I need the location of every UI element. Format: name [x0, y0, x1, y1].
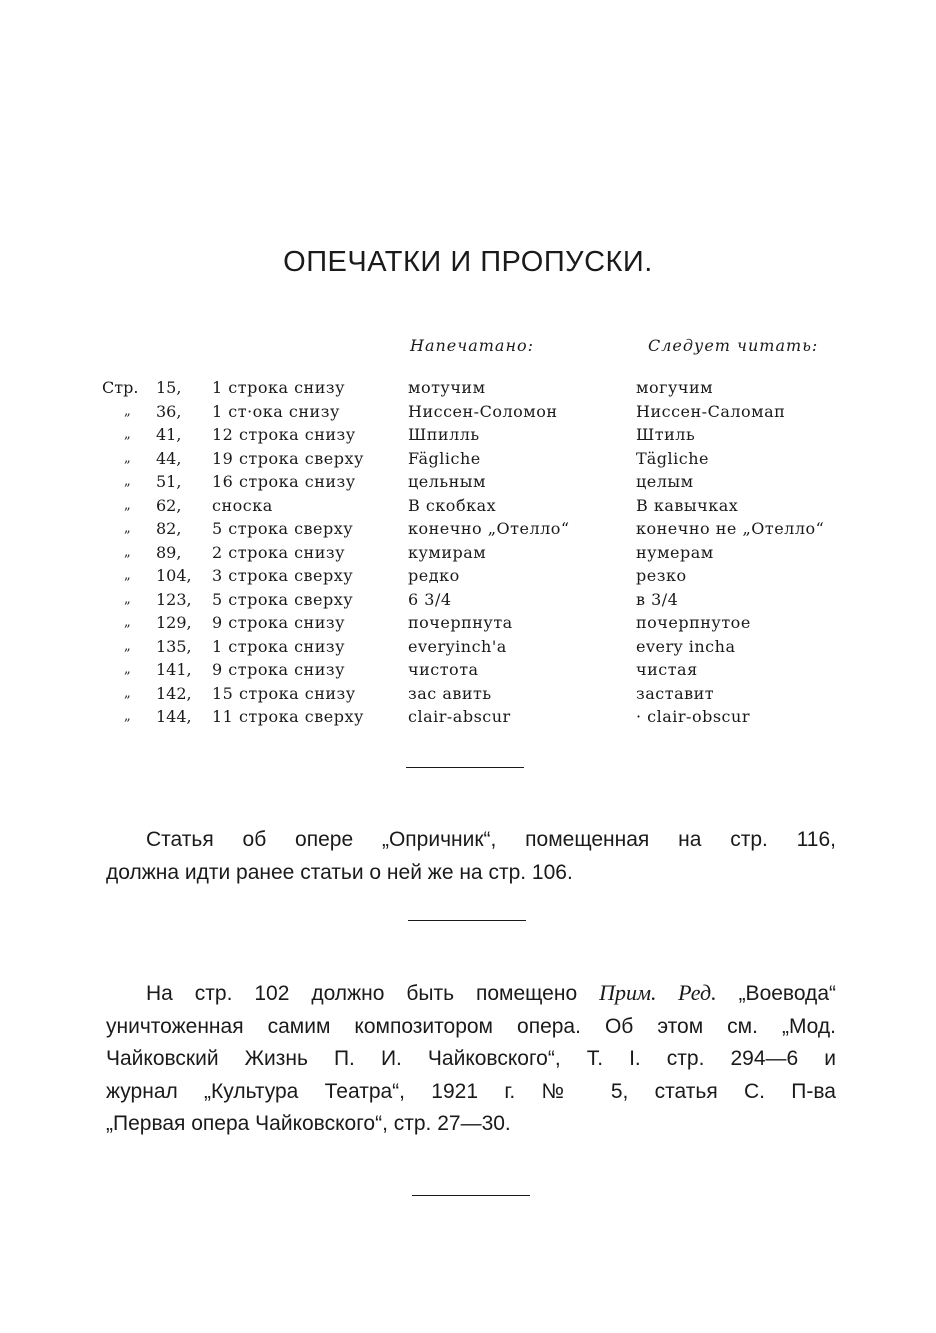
errata-row	[0, 658, 936, 682]
errata-row	[0, 564, 936, 588]
line-reference: 5 строка сверху	[212, 519, 354, 538]
note-voevoda	[106, 977, 836, 1141]
correct-text: в 3/4	[636, 589, 679, 609]
correct-text: В кавычках	[636, 495, 739, 515]
line-reference: 9 строка снизу	[212, 613, 346, 632]
page-number: 41,	[156, 425, 182, 444]
line-reference: 1 строка снизу	[212, 636, 346, 656]
ditto-mark: „	[124, 591, 131, 607]
ditto-mark: „	[124, 521, 131, 536]
page-number: 129,	[156, 613, 192, 632]
printed-text: everyinch'a	[408, 636, 507, 656]
note-text: На стр. 102 должно быть помещено	[146, 982, 578, 1005]
ditto-mark: „	[124, 615, 131, 630]
page-number: 104,	[156, 566, 192, 585]
note-line: „Первая опера Чайковского“, стр. 27—30.	[106, 1112, 511, 1135]
page-number: 89,	[156, 542, 182, 562]
line-reference: 3 строка сверху	[212, 566, 354, 585]
printed-text: редко	[408, 566, 460, 585]
line-reference: сноска	[212, 495, 273, 515]
page-number: 82,	[156, 519, 182, 538]
correct-text: Ниссен-Саломап	[636, 401, 786, 421]
column-header-printed: Напечатано:	[410, 336, 535, 355]
line-reference: 19 строка сверху	[212, 448, 364, 468]
page-title: ОПЕЧАТКИ И ПРОПУСКИ.	[283, 246, 653, 278]
page-number: 62,	[156, 495, 182, 515]
errata-row	[0, 423, 936, 447]
correct-text: Штиль	[636, 425, 696, 444]
correct-text: нумерам	[636, 542, 714, 562]
note-line: должна идти ранее статьи о ней же на стр. 106.	[106, 861, 573, 884]
line-reference: 12 строка снизу	[212, 425, 356, 444]
note-line: журнал „Культура Театра“, 1921 г. № 5, статья С. П-ва	[106, 1079, 836, 1103]
printed-text: В скобках	[408, 495, 497, 515]
ditto-mark: „	[124, 662, 131, 677]
printed-text: конечно „Отелло“	[408, 519, 570, 538]
section-divider	[408, 920, 526, 921]
note-line: уничтоженная самим композитором опера. Об этом см. „Мод.	[106, 1014, 836, 1038]
page-number: 135,	[156, 636, 192, 656]
printed-text: цельным	[408, 472, 486, 491]
errata-row	[0, 682, 936, 706]
line-reference: 2 строка снизу	[212, 542, 346, 562]
errata-row	[0, 588, 936, 612]
errata-table	[0, 376, 936, 729]
printed-text: Ниссен-Соломон	[408, 401, 558, 421]
errata-row	[0, 635, 936, 659]
printed-text: 6 3/4	[408, 589, 452, 609]
printed-text: мотучим	[408, 378, 486, 397]
errata-row	[0, 541, 936, 565]
note-oprichnik	[106, 823, 836, 889]
ditto-mark: „	[124, 709, 131, 724]
printed-text: чистота	[408, 660, 479, 679]
errata-row	[0, 447, 936, 471]
errata-row	[0, 494, 936, 518]
correct-text: · clair-obscur	[636, 707, 750, 726]
ditto-mark: „	[124, 568, 131, 583]
printed-text: clair-abscur	[408, 707, 511, 726]
printed-text: Fägliche	[408, 448, 481, 468]
ditto-mark: „	[124, 638, 131, 654]
note-text: „Воевода“	[738, 982, 836, 1005]
errata-row	[0, 400, 936, 424]
correct-text: чистая	[636, 660, 698, 679]
page-number: 15,	[156, 378, 182, 397]
errata-row	[0, 517, 936, 541]
editor-note-label: Прим. Ред.	[599, 980, 717, 1005]
ditto-mark: „	[124, 450, 131, 466]
correct-text: Tägliche	[636, 448, 709, 468]
line-reference: 11 строка сверху	[212, 707, 364, 726]
errata-row	[0, 705, 936, 729]
column-header-should-read: Следует читать:	[648, 336, 819, 355]
printed-text: зас авить	[408, 683, 492, 703]
line-reference: 1 ст·ока снизу	[212, 401, 340, 421]
correct-text: резко	[636, 566, 687, 585]
note-line-first	[106, 977, 836, 1011]
section-divider	[412, 1195, 530, 1196]
correct-text: every incha	[636, 636, 736, 656]
correct-text: конечно не „Отелло“	[636, 519, 825, 538]
errata-row	[0, 611, 936, 635]
page-prefix: Стр.	[102, 378, 139, 397]
ditto-mark: „	[124, 474, 131, 489]
page-number: 142,	[156, 683, 192, 703]
line-reference: 1 строка снизу	[212, 378, 346, 397]
line-reference: 5 строка сверху	[212, 589, 354, 609]
printed-text: Шпилль	[408, 425, 480, 444]
note-line: Чайковский Жизнь П. И. Чайковского“, Т. I. стр. 294—6 и	[106, 1047, 836, 1070]
page-number: 141,	[156, 660, 192, 679]
correct-text: целым	[636, 472, 694, 491]
line-reference: 15 строка снизу	[212, 683, 356, 703]
errata-row	[0, 470, 936, 494]
page-number: 44,	[156, 448, 182, 468]
page-number: 123,	[156, 589, 192, 609]
ditto-mark: „	[124, 544, 131, 560]
printed-text: кумирам	[408, 542, 487, 562]
line-reference: 16 строка снизу	[212, 472, 356, 491]
correct-text: заставит	[636, 683, 715, 703]
correct-text: почерпнутое	[636, 613, 751, 632]
line-reference: 9 строка снизу	[212, 660, 346, 679]
section-divider	[406, 767, 524, 768]
ditto-mark: „	[124, 685, 131, 701]
correct-text: могучим	[636, 378, 714, 397]
note-line: Статья об опере „Опричник“, помещенная на стр. 116,	[146, 828, 836, 851]
errata-row	[0, 376, 936, 400]
ditto-mark: „	[124, 427, 131, 442]
ditto-mark: „	[124, 403, 131, 419]
page-number: 51,	[156, 472, 182, 491]
ditto-mark: „	[124, 497, 131, 513]
printed-text: почерпнута	[408, 613, 513, 632]
page-number: 36,	[156, 401, 182, 421]
page-number: 144,	[156, 707, 192, 726]
